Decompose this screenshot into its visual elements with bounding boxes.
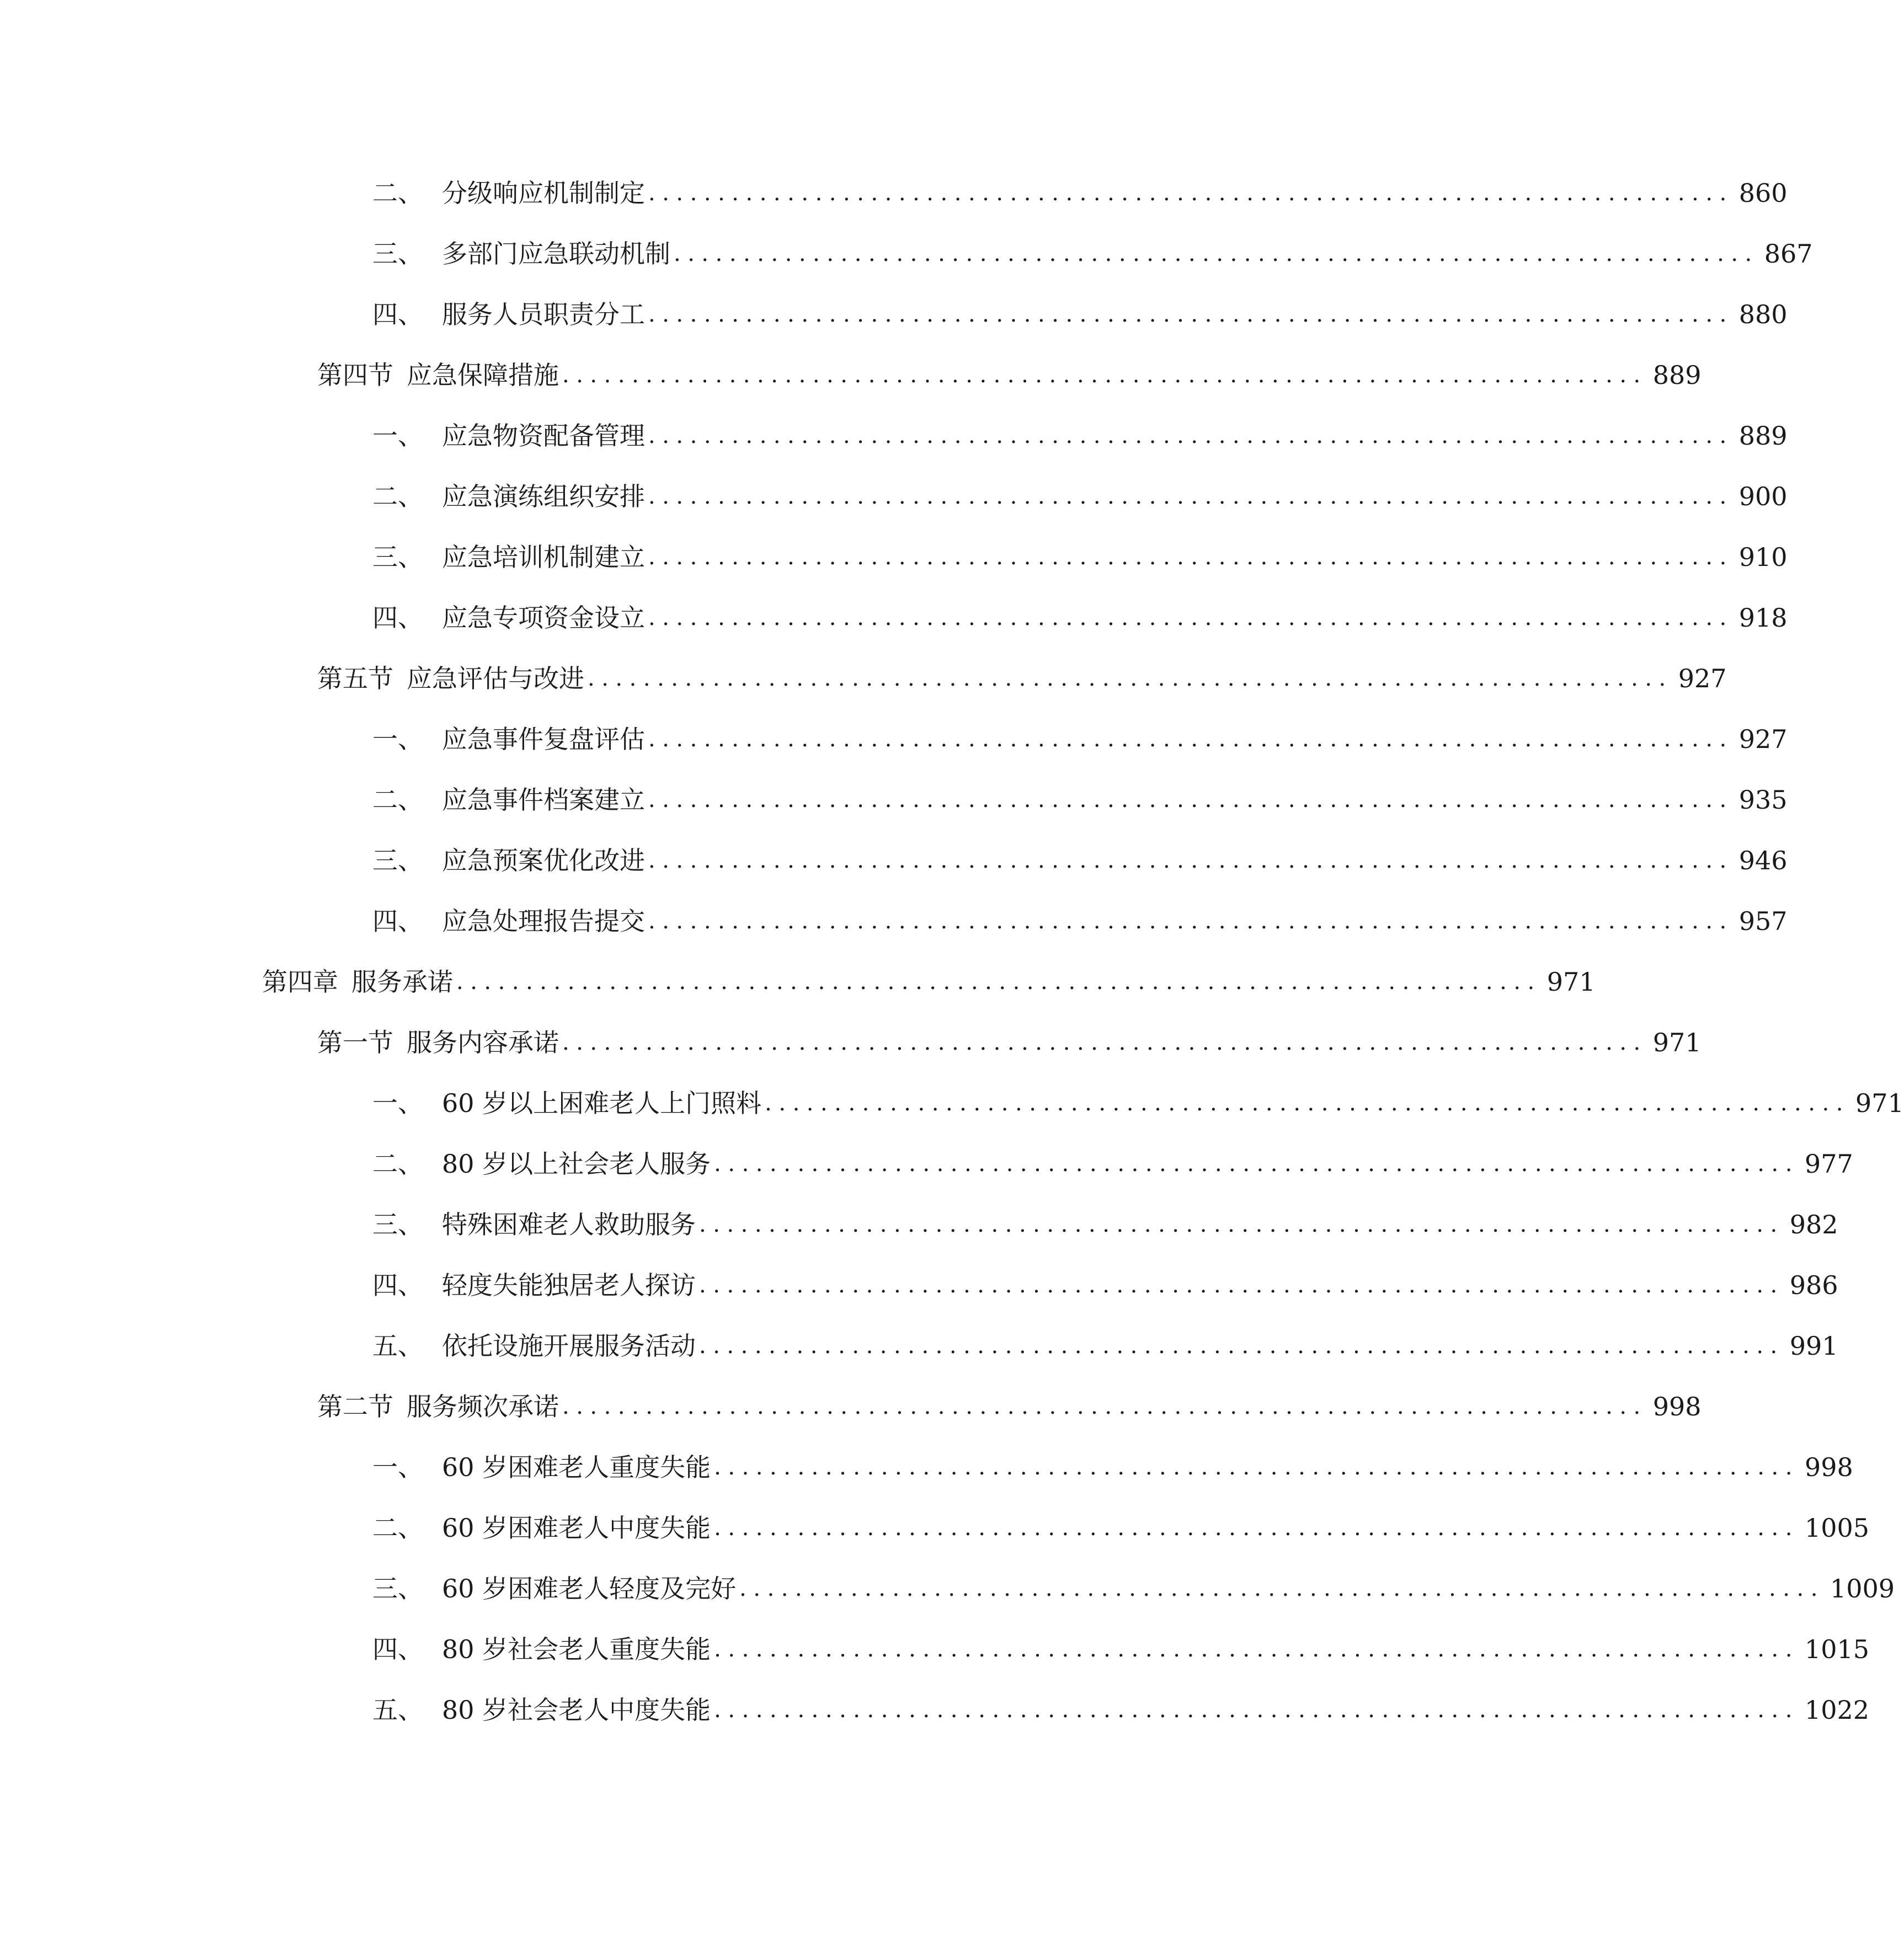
toc-leader-dots: .............................................................................. bbox=[648, 787, 1734, 813]
toc-leader-dots: .............................................................................. bbox=[562, 362, 1647, 388]
toc-entry-title: 应急评估与改进 bbox=[407, 664, 584, 693]
toc-entry-number: 三、 bbox=[372, 846, 423, 875]
toc-entry-title: 60 岁困难老人中度失能 bbox=[442, 1513, 711, 1543]
toc-entry-title: 80 岁社会老人中度失能 bbox=[442, 1695, 711, 1725]
toc-entry[interactable] bbox=[317, 656, 1727, 701]
toc-entry-page: 957 bbox=[1738, 906, 1788, 936]
toc-entry-number: 二、 bbox=[372, 482, 423, 511]
toc-entry-label bbox=[372, 1688, 711, 1732]
toc-leader-dots: .............................................................................. bbox=[739, 1576, 1825, 1601]
toc-leader-dots: .............................................................................. bbox=[648, 423, 1734, 448]
toc-entry-number: 二、 bbox=[372, 1149, 423, 1179]
toc-entry-page: 900 bbox=[1738, 482, 1788, 511]
toc-entry[interactable] bbox=[372, 1627, 1869, 1671]
toc-entry-title: 80 岁以上社会老人服务 bbox=[442, 1149, 711, 1179]
toc-entry-label bbox=[372, 1445, 711, 1489]
toc-entry-title: 特殊困难老人救助服务 bbox=[442, 1210, 696, 1239]
toc-entry-number: 三、 bbox=[372, 542, 423, 572]
toc-entry-number: 四、 bbox=[372, 1634, 423, 1664]
toc-entry[interactable] bbox=[317, 353, 1702, 397]
toc-leader-dots: .............................................................................. bbox=[674, 241, 1759, 266]
toc-leader-dots: .............................................................................. bbox=[562, 1030, 1647, 1055]
toc-entry-title: 服务频次承诺 bbox=[407, 1392, 559, 1421]
toc-leader-dots: .............................................................................. bbox=[648, 302, 1734, 327]
toc-leader-dots: .............................................................................. bbox=[699, 1333, 1784, 1359]
toc-entry-label bbox=[372, 838, 645, 883]
toc-entry-page: 946 bbox=[1738, 846, 1788, 875]
toc-entry-label bbox=[372, 1263, 696, 1307]
toc-entry-page: 889 bbox=[1652, 360, 1702, 390]
toc-leader-dots: .............................................................................. bbox=[714, 1515, 1799, 1541]
toc-entry-page: 889 bbox=[1738, 421, 1788, 451]
toc-entry-page: 860 bbox=[1738, 178, 1788, 208]
toc-leader-dots: .............................................................................. bbox=[714, 1637, 1799, 1662]
toc-entry-title: 轻度失能独居老人探访 bbox=[442, 1270, 696, 1300]
toc-leader-dots: .............................................................................. bbox=[699, 1273, 1784, 1298]
toc-entry-number: 四、 bbox=[372, 906, 423, 936]
toc-entry-number: 三、 bbox=[372, 239, 423, 269]
toc-entry-label bbox=[372, 1142, 711, 1186]
toc-entry-label bbox=[317, 1385, 559, 1429]
toc-entry[interactable] bbox=[372, 1688, 1869, 1732]
toc-leader-dots: .............................................................................. bbox=[765, 1091, 1850, 1116]
toc-entry-title: 应急处理报告提交 bbox=[442, 906, 645, 936]
toc-entry-page: 982 bbox=[1789, 1210, 1838, 1239]
toc-entry[interactable] bbox=[372, 1445, 1853, 1489]
toc-entry-number: 三、 bbox=[372, 1210, 423, 1239]
toc-entry-page: 1005 bbox=[1804, 1513, 1869, 1543]
toc-entry-label bbox=[372, 474, 645, 519]
toc-leader-dots: .............................................................................. bbox=[648, 180, 1734, 206]
toc-entry-page: 1022 bbox=[1804, 1695, 1869, 1725]
toc-entry-page: 927 bbox=[1738, 724, 1788, 754]
toc-entry-label bbox=[372, 778, 645, 822]
toc-entry-label bbox=[372, 1627, 711, 1671]
toc-entry-page: 998 bbox=[1804, 1452, 1853, 1482]
toc-entry-page: 1009 bbox=[1830, 1574, 1895, 1603]
toc-entry-number: 第五节 bbox=[317, 664, 393, 693]
toc-entry-number: 一、 bbox=[372, 1088, 423, 1118]
toc-leader-dots: .............................................................................. bbox=[588, 666, 1673, 691]
toc-entry-number: 第二节 bbox=[317, 1392, 393, 1421]
toc-entry-number: 四、 bbox=[372, 1270, 423, 1300]
toc-entry-page: 1015 bbox=[1804, 1634, 1869, 1664]
toc-entry-title: 应急物资配备管理 bbox=[442, 421, 645, 451]
toc-entry-title: 60 岁以上困难老人上门照料 bbox=[442, 1088, 762, 1118]
toc-leader-dots: .............................................................................. bbox=[648, 908, 1734, 934]
toc-entry-title: 应急培训机制建立 bbox=[442, 542, 645, 572]
toc-entry-label bbox=[372, 1324, 696, 1368]
toc-entry-title: 应急事件档案建立 bbox=[442, 785, 645, 815]
toc-entry[interactable] bbox=[372, 414, 1788, 458]
toc-entry-label bbox=[372, 1081, 761, 1125]
toc-entry-page: 977 bbox=[1804, 1149, 1853, 1179]
toc-entry-title: 应急保障措施 bbox=[407, 360, 559, 390]
toc-entry[interactable] bbox=[372, 232, 1813, 276]
toc-entry[interactable] bbox=[262, 960, 1596, 1004]
toc-entry-label bbox=[317, 353, 559, 397]
toc-entry-title: 应急演练组织安排 bbox=[442, 482, 645, 511]
toc-entry-number: 第四节 bbox=[317, 360, 393, 390]
toc-entry-title: 60 岁困难老人轻度及完好 bbox=[442, 1574, 737, 1603]
toc-entry-title: 应急预案优化改进 bbox=[442, 846, 645, 875]
toc-entry-label bbox=[372, 292, 645, 336]
toc-entry[interactable] bbox=[372, 474, 1788, 519]
toc-entry[interactable] bbox=[372, 778, 1788, 822]
toc-entry-number: 二、 bbox=[372, 1513, 423, 1543]
toc-entry-page: 918 bbox=[1738, 603, 1788, 633]
toc-entry-number: 二、 bbox=[372, 785, 423, 815]
toc-leader-dots: .............................................................................. bbox=[714, 1697, 1799, 1723]
toc-entry-page: 971 bbox=[1652, 1028, 1702, 1057]
toc-entry-title: 应急专项资金设立 bbox=[442, 603, 645, 633]
toc-entry-title: 服务内容承诺 bbox=[407, 1028, 559, 1057]
toc-entry-title: 60 岁困难老人重度失能 bbox=[442, 1452, 711, 1482]
toc-entry-number: 二、 bbox=[372, 178, 423, 208]
toc-entry[interactable] bbox=[372, 899, 1788, 943]
toc-leader-dots: .............................................................................. bbox=[648, 605, 1734, 630]
toc-entry[interactable] bbox=[372, 535, 1788, 579]
toc-entry[interactable] bbox=[372, 1142, 1853, 1186]
toc-leader-dots: .............................................................................. bbox=[562, 1394, 1647, 1419]
toc-leader-dots: .............................................................................. bbox=[714, 1455, 1799, 1480]
toc-entry-page: 971 bbox=[1855, 1088, 1904, 1118]
toc-entry[interactable] bbox=[317, 1020, 1702, 1065]
toc-entry-title: 服务承诺 bbox=[351, 967, 453, 997]
toc-entry[interactable] bbox=[372, 838, 1788, 883]
toc-entry-label bbox=[317, 1020, 559, 1065]
toc-entry-number: 五、 bbox=[372, 1695, 423, 1725]
toc-entry[interactable] bbox=[317, 1385, 1702, 1429]
toc-entry-label bbox=[372, 717, 645, 761]
toc-entry-page: 991 bbox=[1789, 1331, 1838, 1361]
toc-entry-number: 一、 bbox=[372, 421, 423, 451]
toc-entry-title: 依托设施开展服务活动 bbox=[442, 1331, 696, 1361]
toc-entry[interactable] bbox=[372, 171, 1788, 215]
toc-entry-label bbox=[372, 1506, 711, 1550]
toc-entry[interactable] bbox=[372, 717, 1788, 761]
toc-entry-label bbox=[372, 232, 670, 276]
toc-entry-title: 服务人员职责分工 bbox=[442, 300, 645, 329]
toc-entry-number: 一、 bbox=[372, 724, 423, 754]
toc-entry-title: 多部门应急联动机制 bbox=[442, 239, 670, 269]
toc-entry-number: 四、 bbox=[372, 603, 423, 633]
toc-leader-dots: .............................................................................. bbox=[648, 484, 1734, 509]
toc-entry-label bbox=[372, 1202, 696, 1247]
toc-entry-label bbox=[372, 1567, 736, 1611]
toc-entry-label bbox=[317, 656, 584, 701]
toc-entry-title: 应急事件复盘评估 bbox=[442, 724, 645, 754]
toc-entry-label bbox=[372, 414, 645, 458]
toc-entry[interactable] bbox=[372, 1567, 1895, 1611]
toc-entry[interactable] bbox=[372, 1081, 1904, 1125]
toc-entry-label bbox=[372, 171, 645, 215]
toc-entry-number: 第四章 bbox=[262, 967, 338, 997]
toc-leader-dots: .............................................................................. bbox=[714, 1151, 1799, 1177]
toc-entry[interactable] bbox=[372, 1202, 1838, 1247]
toc-entry-page: 910 bbox=[1738, 542, 1788, 572]
toc-entry[interactable] bbox=[372, 1324, 1838, 1368]
toc-leader-dots: .............................................................................. bbox=[699, 1212, 1784, 1237]
toc-entry-page: 935 bbox=[1738, 785, 1788, 815]
toc-entry-page: 998 bbox=[1652, 1392, 1702, 1421]
toc-entry[interactable] bbox=[372, 1263, 1838, 1307]
toc-entry-page: 986 bbox=[1789, 1270, 1838, 1300]
toc-leader-dots: .............................................................................. bbox=[648, 848, 1734, 873]
toc-entry-page: 880 bbox=[1738, 300, 1788, 329]
toc-entry[interactable] bbox=[372, 292, 1788, 336]
toc-entry[interactable] bbox=[372, 1506, 1869, 1550]
toc-entry-label bbox=[262, 960, 453, 1004]
toc-leader-dots: .............................................................................. bbox=[648, 544, 1734, 570]
toc-entry-number: 五、 bbox=[372, 1331, 423, 1361]
toc-entry-number: 第一节 bbox=[317, 1028, 393, 1057]
toc-entry-page: 971 bbox=[1546, 967, 1596, 997]
toc-entry-label bbox=[372, 596, 645, 640]
toc-entry-number: 四、 bbox=[372, 300, 423, 329]
toc-leader-dots: .............................................................................. bbox=[456, 969, 1542, 995]
toc-entry-number: 三、 bbox=[372, 1574, 423, 1603]
toc-entry-page: 927 bbox=[1678, 664, 1727, 693]
toc-entry-number: 一、 bbox=[372, 1452, 423, 1482]
toc-entry-label bbox=[372, 535, 645, 579]
toc-leader-dots: .............................................................................. bbox=[648, 726, 1734, 752]
toc-entry-title: 分级响应机制制定 bbox=[442, 178, 645, 208]
toc-entry-page: 867 bbox=[1764, 239, 1813, 269]
toc-entry-label bbox=[372, 899, 645, 943]
toc-entry-title: 80 岁社会老人重度失能 bbox=[442, 1634, 711, 1664]
toc-entry[interactable] bbox=[372, 596, 1788, 640]
